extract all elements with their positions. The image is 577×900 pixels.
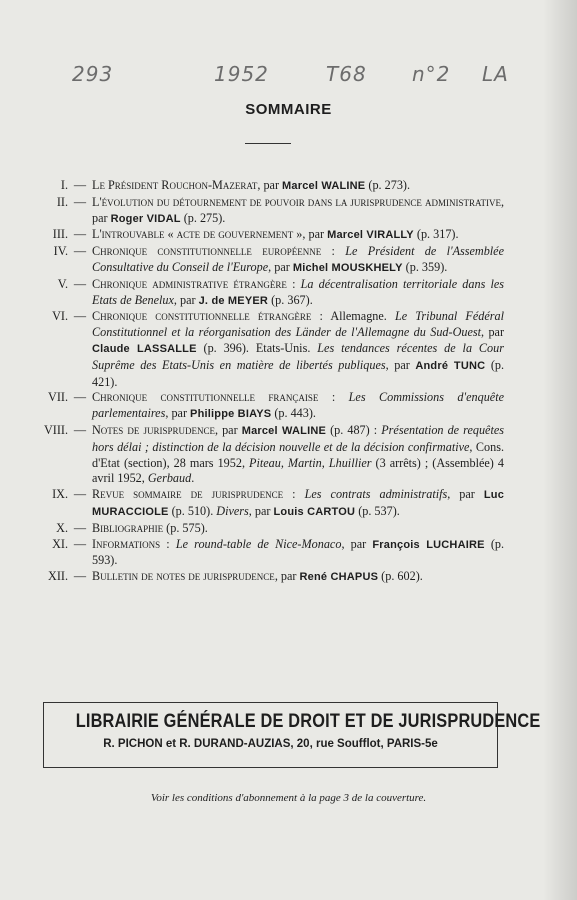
entry-author: Philippe BIAYS [190, 408, 272, 421]
entry-text-run: (p. 396). Etats-Unis. [196, 340, 318, 355]
entry-dash: — [73, 422, 87, 437]
entry-text-run: (p. 602). [378, 569, 423, 584]
entry-author: Michel MOUSKHELY [292, 261, 403, 274]
entry-text-run: : [321, 244, 346, 259]
entry-number: IV. [53, 244, 68, 259]
entry-dash: — [73, 536, 87, 551]
entry-text [92, 487, 504, 521]
entry-author: Marcel WALINE [241, 424, 327, 437]
entry-text-run: : [283, 487, 305, 502]
entry-title-italic: Divers [216, 503, 249, 518]
entry-author: André TUNC [415, 359, 486, 372]
entry-author: François LUCHAIRE [372, 538, 485, 551]
entry-title-italic: Les tendances récentes de la Cour Suprême des Etats-Unis en matière de libertés publiques [92, 340, 504, 372]
toc-entry [16, 178, 504, 195]
entry-title-italic: Le Président de l'Assemblée Consultative du Conseil de l'Europe [92, 244, 505, 274]
entry-text-run: (p. 421). [92, 357, 505, 389]
entry-text-run: , par [268, 259, 293, 274]
entry-text-run: , par [302, 227, 328, 242]
entry-author: Roger VIDAL [110, 212, 181, 225]
entry-text-run: : [286, 276, 301, 291]
toc-entry [16, 487, 504, 521]
page-spine-shadow [543, 0, 577, 900]
entry-title-italic: Piteau, Martin, Lhuillier [249, 455, 372, 470]
entry-section-heading: Chronique constitutionnelle européenne [92, 244, 322, 259]
entry-section-heading: Revue sommaire de jurisprudence [92, 487, 284, 502]
handwritten-note-1: 293 [72, 62, 114, 86]
publisher-name: LIBRAIRIE GÉNÉRALE DE DROIT ET DE JURISPRUDENCE [75, 711, 541, 732]
entry-number: X. [56, 520, 68, 535]
entry-text [92, 277, 504, 310]
entry-text [92, 244, 504, 277]
entry-dash: — [73, 569, 87, 584]
entry-title-italic: Présentation de requêtes hors délai ; distinction de la décision nouvelle et de la décision confirmative [92, 422, 504, 454]
publisher-box [43, 702, 541, 768]
entry-text-run: , par [214, 422, 242, 437]
entry-dash: — [73, 487, 87, 502]
entry-text [92, 195, 504, 228]
entry-dash: — [73, 178, 87, 192]
entry-text-run: , par [257, 178, 283, 192]
toc-entry [16, 195, 504, 228]
entry-number: XII. [48, 569, 68, 584]
entry-text-run: , par [481, 325, 505, 340]
entry-dash: — [73, 194, 87, 209]
entry-number: VII. [48, 390, 68, 405]
entry-section-heading: Bulletin de notes de jurisprudence [92, 569, 275, 584]
entry-section-heading: Notes de jurisprudence [92, 422, 215, 437]
entry-text-run: . [191, 471, 195, 486]
entry-text-run: , par [165, 406, 191, 421]
entry-number: I. [60, 178, 68, 192]
toc-entry [16, 569, 504, 586]
entry-text [92, 423, 504, 487]
entry-title-italic: Les Commissions d'enquête parlementaires [92, 390, 504, 421]
entry-title-italic: Le round-table de Nice-Monaco [175, 536, 342, 551]
toc-entry [16, 423, 504, 487]
entry-dash: — [73, 244, 87, 259]
entry-section-heading: Chronique administrative étrangère [92, 276, 287, 291]
publisher-address: R. PICHON et R. DURAND-AUZIAS, 20, rue Soufflot, PARIS-5e [103, 738, 438, 750]
entry-text-run: , par [274, 569, 300, 584]
title-rule [245, 143, 291, 144]
toc-entry [16, 277, 504, 310]
entry-dash: — [73, 390, 87, 405]
entry-text [92, 390, 504, 423]
entry-author: J. de MEYER [198, 294, 269, 307]
entry-text-run: (p. 510). [168, 503, 217, 518]
entry-section-heading: Le Président Rouchon-Mazerat [92, 178, 258, 192]
toc-entry [16, 521, 504, 537]
handwritten-note-4: n°2 [412, 62, 451, 86]
toc-entry [16, 390, 504, 423]
entry-author: Louis CARTOU [273, 505, 356, 518]
entry-number: II. [56, 194, 68, 209]
entry-author: Marcel WALINE [282, 180, 366, 192]
entry-dash: — [73, 227, 87, 242]
entry-text [92, 309, 504, 390]
entry-text-run: , par [248, 503, 274, 518]
entry-text [92, 178, 504, 195]
entry-text-run: (p. 317). [413, 227, 459, 242]
handwritten-note-5: LA [482, 62, 509, 86]
toc-entry [16, 227, 504, 244]
entry-text-run: , Cons. d'Etat (section), 28 mars 1952, [92, 439, 504, 470]
toc-entry [16, 244, 504, 277]
subscription-note: Voir les conditions d'abonnement à la page 3 de la couverture. [150, 792, 427, 804]
entry-number: V. [57, 276, 68, 291]
entry-text-run: , par [92, 194, 504, 225]
entry-section-heading: Chronique constitutionnelle étrangère [92, 309, 312, 324]
entry-title-italic: Gerbaud [147, 471, 192, 486]
entry-text-run: (p. 367). [268, 292, 313, 307]
entry-number: III. [52, 227, 68, 242]
entry-text-run: (p. 275). [180, 210, 226, 225]
entry-dash: — [73, 276, 87, 291]
handwritten-note-3: T68 [326, 62, 367, 86]
entry-title-italic: Le Tribunal Fédéral Constitutionnel et la réorganisation des Länder de l'Allemagne du Sud-Ouest [92, 309, 505, 340]
entry-author: René CHAPUS [299, 571, 379, 584]
entry-number: XI. [52, 536, 68, 551]
entry-dash: — [73, 520, 87, 535]
entry-number: VI. [52, 309, 68, 324]
entry-text-run: (3 arrêts) ; (Assemblée) 4 avril 1952, [92, 455, 504, 486]
entry-text [92, 227, 504, 244]
entry-text-run: (p. 593). [92, 536, 505, 568]
entry-dash: — [73, 309, 87, 324]
entry-section-heading: L'introuvable « acte de gouvernement » [92, 227, 303, 242]
entry-text-run: : [160, 536, 176, 551]
entry-text-run: (p. 487) : [326, 422, 382, 437]
entry-section-heading: Chronique constitutionnelle française [92, 390, 319, 405]
entry-text [92, 521, 504, 537]
entry-text-run: , par [447, 487, 484, 502]
entry-number: IX. [52, 487, 68, 502]
entry-section-heading: Bibliographie [92, 520, 164, 535]
entry-author: Marcel VIRALLY [327, 229, 414, 242]
entry-author: Luc MURACCIOLE [92, 489, 505, 518]
entry-section-heading: L'évolution du détournement de pouvoir dans la jurisprudence administrative [92, 194, 501, 209]
entry-text [92, 537, 504, 570]
page-title: SOMMAIRE [245, 101, 332, 118]
entry-author: Claude LASSALLE [92, 342, 197, 355]
entry-text-run: , par [341, 536, 373, 551]
entry-text-run: : [318, 390, 349, 405]
table-of-contents [16, 178, 504, 586]
handwritten-note-2: 1952 [214, 62, 269, 86]
entry-text-run: , par [173, 292, 199, 307]
entry-text [92, 569, 504, 586]
entry-number: VIII. [43, 422, 68, 437]
entry-text-run: (p. 537). [355, 503, 400, 518]
toc-entry [16, 309, 504, 390]
entry-text-run: (p. 443). [271, 406, 316, 421]
entry-text-run: : Allemagne. [311, 309, 395, 324]
entry-text-run: (p. 359). [402, 259, 448, 274]
entry-title-italic: La décentralisation territoriale dans les Etats de Benelux [92, 276, 505, 307]
entry-section-heading: Informations [92, 536, 161, 551]
entry-text-run: (p. 575). [163, 520, 208, 535]
entry-title-italic: Les contrats administratifs [304, 487, 448, 502]
entry-text-run: , par [385, 357, 416, 372]
toc-entry [16, 537, 504, 570]
entry-text-run: (p. 273). [365, 178, 411, 192]
